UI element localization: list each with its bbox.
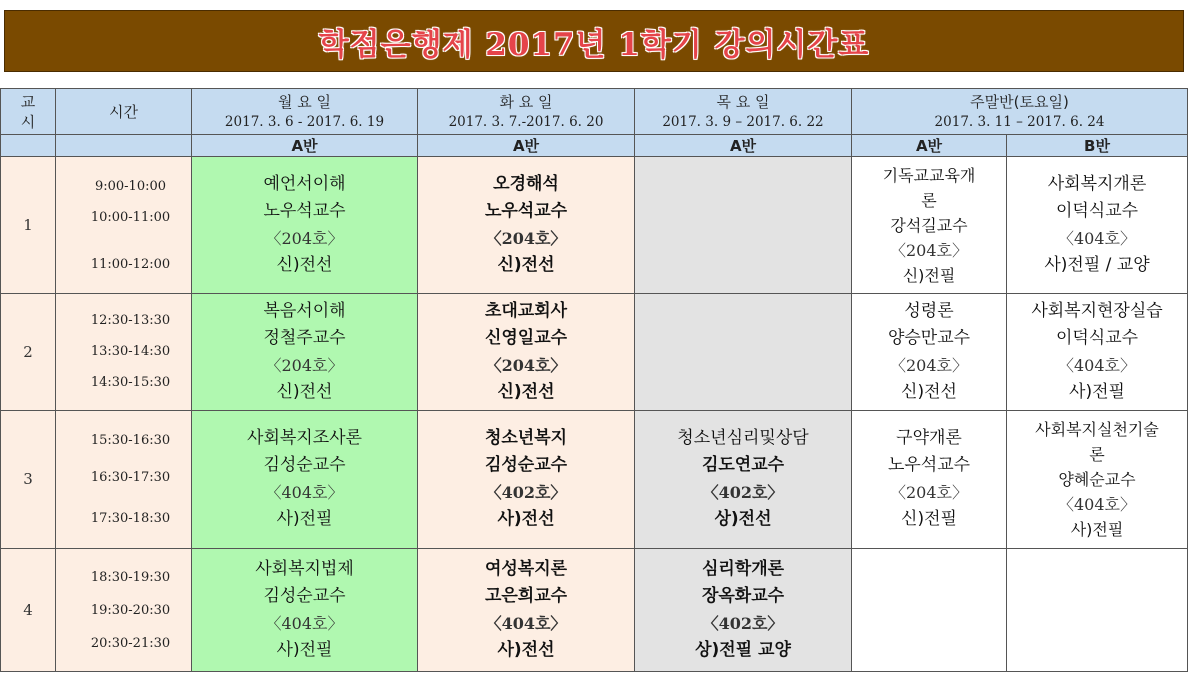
category: 사)전선 (497, 640, 555, 661)
course-cell-mon (192, 410, 418, 549)
course-name: 심리학개론 (701, 559, 785, 580)
time-slots (56, 410, 192, 549)
section-label: A반 (852, 135, 1007, 157)
category: 신)전선 (497, 255, 555, 276)
time-slot: 12:30-13:30 (90, 313, 171, 329)
course-name: 복음서이해 (263, 300, 346, 321)
professor: 김성순교수 (484, 455, 568, 476)
course-cell-mon (192, 549, 418, 672)
section-label: A반 (192, 135, 418, 157)
room: 〈204호〉 (265, 355, 344, 375)
time-slots (56, 157, 192, 294)
course-cell-sat-a (852, 157, 1007, 294)
room: 〈404호〉 (1058, 229, 1136, 249)
time-slot: 18:30-19:30 (90, 569, 171, 585)
day-name: 주말반(토요일) (970, 92, 1069, 111)
course-name: 사회복지현장실습 (1031, 300, 1163, 321)
room: 〈204호〉 (890, 240, 968, 260)
room: 〈404호〉 (485, 614, 567, 634)
category: 사)전필 (1069, 381, 1125, 402)
room: 〈404호〉 (1058, 355, 1136, 375)
professor: 이덕식교수 (1055, 201, 1139, 222)
header-tuesday (418, 89, 635, 135)
professor: 이덕식교수 (1055, 327, 1139, 348)
category: 신)전선 (901, 381, 957, 402)
category: 상)전선 (714, 509, 772, 530)
room: 〈204호〉 (485, 229, 567, 249)
room: 〈404호〉 (265, 614, 344, 634)
period-cell: 4 (1, 549, 56, 672)
professor: 김도연교수 (701, 455, 785, 476)
course-cell-thu (635, 549, 852, 672)
room: 〈204호〉 (890, 355, 968, 375)
course-name-cont: 론 (1089, 444, 1105, 464)
time-slot: 20:30-21:30 (90, 635, 171, 651)
professor: 김성순교수 (263, 586, 346, 607)
time-slot: 19:30-20:30 (90, 602, 171, 618)
header-saturday (852, 89, 1188, 135)
course-cell-thu-empty (635, 157, 852, 294)
time-slot: 9:00-10:00 (94, 178, 167, 194)
day-name: 화 요 일 (499, 92, 553, 111)
time-slot: 16:30-17:30 (90, 469, 171, 485)
course-cell-thu-empty (635, 294, 852, 411)
professor: 노우석교수 (484, 201, 568, 222)
header-time: 시간 (56, 89, 192, 135)
professor: 정철주교수 (263, 327, 346, 348)
time-slot: 10:00-11:00 (90, 209, 171, 225)
room: 〈204호〉 (485, 355, 567, 375)
course-name: 예언서이해 (263, 174, 346, 195)
period-cell: 2 (1, 294, 56, 411)
title-banner (4, 10, 1184, 72)
category: 신)전선 (497, 381, 555, 402)
course-name: 사회복지법제 (255, 559, 354, 580)
time-slot: 11:00-12:00 (90, 256, 171, 272)
section-label: A반 (418, 135, 635, 157)
header-thursday (635, 89, 852, 135)
course-name-cont: 론 (921, 190, 937, 210)
professor: 노우석교수 (887, 455, 971, 476)
category: 사)전필 / 교양 (1044, 255, 1150, 276)
course-name: 청소년복지 (484, 428, 568, 449)
time-slot: 17:30-18:30 (90, 510, 171, 526)
category: 신)전필 (902, 265, 956, 285)
course-cell-sat-a (852, 294, 1007, 411)
day-dates: 2017. 3. 7.-2017. 6. 20 (448, 113, 604, 130)
course-cell-tue (418, 410, 635, 549)
timetable-grid (0, 88, 1188, 672)
day-dates: 2017. 3. 6 - 2017. 6. 19 (224, 113, 385, 130)
category: 상)전필 교양 (695, 640, 791, 661)
course-name: 초대교회사 (484, 300, 568, 321)
course-cell-tue (418, 157, 635, 294)
page-title: 학점은행제 2017년 1학기 강의시간표 (318, 26, 870, 63)
day-name: 목 요 일 (716, 92, 770, 111)
course-cell-mon (192, 157, 418, 294)
category: 신)전선 (276, 381, 333, 402)
course-cell-sat-a-empty (852, 549, 1007, 672)
course-name: 사회복지조사론 (247, 428, 362, 449)
time-slot: 15:30-16:30 (90, 432, 171, 448)
category: 사)전선 (497, 509, 555, 530)
time-slots (56, 549, 192, 672)
category: 신)전필 (901, 509, 957, 530)
professor: 양승만교수 (887, 327, 971, 348)
course-cell-thu (635, 410, 852, 549)
course-name: 구약개론 (896, 428, 962, 449)
course-name: 사회복지개론 (1047, 174, 1147, 195)
course-cell-sat-b (1007, 294, 1188, 411)
time-slot: 14:30-15:30 (90, 375, 171, 391)
period-cell: 3 (1, 410, 56, 549)
professor: 양혜순교수 (1058, 469, 1136, 489)
section-label: B반 (1007, 135, 1188, 157)
professor: 신영일교수 (484, 327, 568, 348)
header-period-bottom: 시 (20, 112, 36, 131)
room: 〈402호〉 (485, 483, 567, 503)
header-monday (192, 89, 418, 135)
course-name: 오경해석 (493, 174, 559, 195)
category: 사)전필 (276, 640, 333, 661)
room: 〈204호〉 (265, 229, 344, 249)
professor: 장옥화교수 (701, 586, 785, 607)
room: 〈404호〉 (1058, 494, 1136, 514)
course-cell-tue (418, 294, 635, 411)
day-dates: 2017. 3. 11 – 2017. 6. 24 (934, 113, 1105, 130)
section-label: A반 (635, 135, 852, 157)
period-cell: 1 (1, 157, 56, 294)
day-dates: 2017. 3. 9 – 2017. 6. 22 (662, 113, 824, 130)
course-name: 청소년심리및상담 (677, 428, 809, 449)
course-cell-sat-b (1007, 157, 1188, 294)
course-cell-sat-a (852, 410, 1007, 549)
room: 〈204호〉 (890, 483, 968, 503)
category: 신)전선 (276, 255, 333, 276)
header-period-top: 교 (20, 92, 36, 111)
professor: 김성순교수 (263, 455, 346, 476)
time-slot: 13:30-14:30 (90, 344, 171, 360)
course-name: 사회복지실천기술 (1035, 419, 1159, 439)
day-name: 월 요 일 (277, 92, 331, 111)
professor: 고은희교수 (484, 586, 568, 607)
room: 〈404호〉 (265, 483, 344, 503)
professor: 노우석교수 (263, 201, 346, 222)
professor: 강석길교수 (890, 215, 968, 235)
time-slots (56, 294, 192, 411)
section-blank (1, 135, 56, 157)
course-cell-mon (192, 294, 418, 411)
category: 사)전필 (276, 509, 333, 530)
course-cell-sat-b (1007, 410, 1188, 549)
course-cell-tue (418, 549, 635, 672)
course-name: 기독교교육개 (882, 165, 976, 185)
course-cell-sat-b-empty (1007, 549, 1188, 672)
section-blank (56, 135, 192, 157)
timetable (0, 88, 1187, 672)
course-name: 성령론 (904, 300, 954, 321)
category: 사)전필 (1070, 519, 1124, 539)
course-name: 여성복지론 (484, 559, 568, 580)
room: 〈402호〉 (702, 483, 784, 503)
room: 〈402호〉 (702, 614, 784, 634)
header-period (1, 89, 56, 135)
